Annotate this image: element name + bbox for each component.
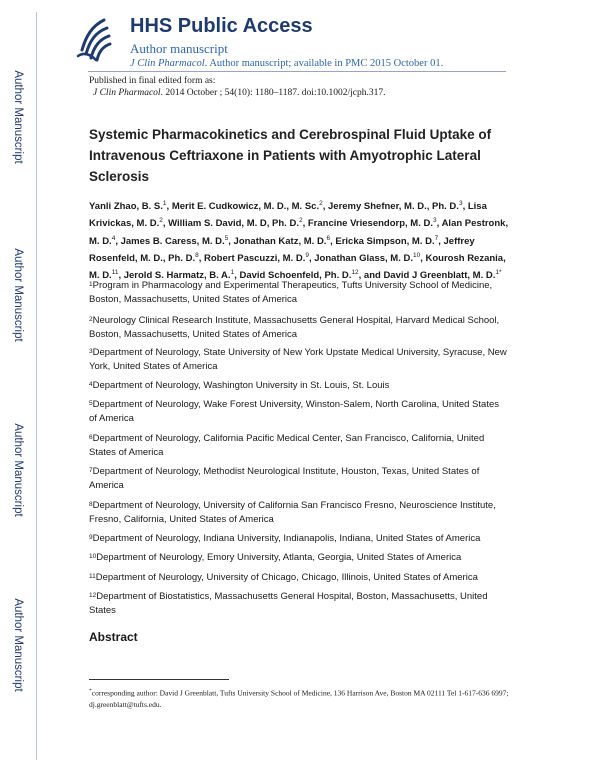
- affiliation-text: Department of Neurology, California Pacific Medical Center, San Francisco, California, United States of America: [89, 433, 485, 459]
- author-name: Lisa Krivickas, M. D.: [89, 201, 487, 230]
- author-affiliation-marker: 1*: [495, 269, 502, 277]
- author-affiliation-marker: 2: [298, 217, 303, 225]
- author-affiliation-marker: 2: [319, 200, 323, 207]
- affiliation-item: [89, 551, 509, 565]
- affiliation-text: Department of Neurology, State University of New York Upstate Medical University, Syracuse, New York, United States of America: [89, 347, 507, 373]
- affiliation-text: Department of Neurology, Indiana University, Indianapolis, Indiana, United States of America: [92, 533, 481, 544]
- affiliation-text: Department of Neurology, Emory University, Atlanta, Georgia, United States of America: [96, 552, 462, 563]
- author-affiliation-marker: 1: [162, 200, 167, 207]
- affiliation-number: 4: [89, 381, 93, 388]
- affiliation-item: [89, 379, 509, 393]
- and-word: and: [363, 270, 381, 282]
- author-affiliation-marker: 4: [111, 234, 116, 242]
- affiliation-text: Neurology Clinical Research Institute, Massachusetts General Hospital, Harvard Medical School, Boston, Massachusetts, United States of America: [89, 315, 500, 341]
- author-name: Jeremy Shefner, M. D., Ph. D.: [328, 201, 459, 213]
- affiliation-item: [89, 314, 509, 343]
- author-name: David J Greenblatt, M. D.: [383, 270, 496, 282]
- author-name: David Schoenfeld, Ph. D.: [239, 270, 352, 282]
- affiliation-number: 7: [89, 467, 93, 474]
- affiliation-item: [89, 465, 509, 494]
- author-name: Jeffrey Rosenfeld, M. D., Ph. D.: [89, 235, 475, 265]
- affiliation-item: [89, 571, 509, 585]
- author-affiliation-marker: 12: [351, 269, 359, 277]
- sidebar-label-author-manuscript: Author Manuscript: [12, 598, 24, 692]
- footnote-rule: [89, 679, 229, 680]
- affiliation-number: 12: [89, 592, 97, 599]
- affiliation-item: [89, 499, 509, 528]
- author-name: Jonathan Glass, M. D.: [314, 253, 413, 265]
- affiliation-number: 8: [89, 501, 93, 508]
- affiliation-text: Department of Neurology, University of Chicago, Chicago, Illinois, United States of America: [95, 572, 478, 583]
- pmc-availability-line: [130, 58, 443, 69]
- author-name: James B. Caress, M. D.: [120, 235, 225, 247]
- affiliation-item: [89, 432, 509, 461]
- affiliation-item: [89, 398, 509, 427]
- availability-text: . Author manuscript; available in PMC 2015 October 01.: [204, 58, 444, 69]
- author-affiliation-marker: 5: [224, 234, 229, 242]
- publication-citation: [93, 88, 385, 98]
- footnote-text: corresponding author: David J Greenblatt, Tufts University School of Medicine, 136 Harrison Ave, Boston MA 02111 Tel 1-617-636 6997; dj.greenblatt@tufts.edu.: [89, 688, 509, 709]
- affiliation-text: Department of Neurology, University of California San Francisco Fresno, Neuroscience Institute, Fresno, California, United States of America: [89, 500, 496, 526]
- author-name: Jonathan Katz, M. D.: [233, 235, 327, 247]
- sidebar-label-author-manuscript: Author Manuscript: [12, 70, 24, 164]
- author-name: Francine Vriesendorp, M. D.: [307, 218, 433, 230]
- affiliation-text: Department of Neurology, Washington University in St. Louis, St. Louis: [92, 380, 390, 391]
- affiliation-text: Department of Neurology, Wake Forest University, Winston-Salem, North Carolina, United States of America: [89, 399, 499, 425]
- affiliation-text: Department of Biostatistics, Massachusetts General Hospital, Boston, Massachusetts, United States: [89, 591, 488, 617]
- published-in-label: Published in final edited form as:: [89, 76, 216, 86]
- corresponding-author-footnote: [89, 686, 521, 710]
- affiliation-number: 10: [89, 553, 97, 560]
- author-affiliation-marker: 2: [159, 217, 163, 225]
- author-name: Yanli Zhao, B. S.: [89, 201, 163, 213]
- footnote-marker: *: [89, 688, 92, 694]
- publication-details: . 2014 October ; 54(10): 1180–1187. doi:10.1002/jcph.317.: [160, 88, 386, 98]
- affiliation-text: Department of Neurology, Methodist Neurological Institute, Houston, Texas, United States of America: [89, 466, 480, 492]
- author-affiliation-marker: 8: [195, 252, 199, 260]
- author-list: Yanli Zhao, B. S.$^1$, Merit E. Cudkowicz, M. D., M. Sc.$^2$, Jeremy Shefner, M. D., Ph. D.$^3$, Lisa Krivickas, M. D.$^2$, William S. David, M. D, Ph. D.$^2$, Francine Vriesendorp, M. D.$^3$, Alan Pestronk, M. D.$^4$, James B. Caress, M. D.$^5$, Jonathan Katz, M. D.$^6$, Ericka Simpson, M. D.$^7$, Jeffrey Rosenfeld, M. D., Ph. D.$^8$, Robert Pascuzzi, M. D.$^9$, Jonathan Glass, M. D.$^{10}$, Kourosh Rezania, M. D.$^{11}$, Jerold S. Harmatz, B. A.$^1$, David Schoenfeld, Ph. D.$^{12}$, and David J Greenblatt, M. D.$^{1*}$: [89, 200, 509, 282]
- author-manuscript-subtitle: Author manuscript: [130, 41, 228, 56]
- affiliation-number: 6: [89, 434, 93, 441]
- author-affiliation-marker: 3: [433, 217, 437, 225]
- affiliation-item: [89, 346, 509, 375]
- author-affiliation-marker: 11: [111, 269, 119, 277]
- header-rule: [88, 71, 506, 72]
- affiliation-number: 11: [89, 573, 96, 580]
- author-name: Ericka Simpson, M. D.: [335, 235, 435, 247]
- author-affiliation-marker: 6: [326, 234, 331, 242]
- affiliation-number: 5: [89, 400, 93, 407]
- author-name: Jerold S. Harmatz, B. A.: [123, 270, 231, 282]
- affiliation-item: [89, 279, 509, 308]
- affiliation-number: 2: [89, 316, 93, 323]
- author-name: William S. David, M. D, Ph. D.: [168, 218, 299, 230]
- affiliation-number: 1: [89, 281, 93, 288]
- author-affiliation-marker: 9: [305, 252, 309, 260]
- affiliation-item: [89, 532, 509, 546]
- author-name: Alan Pestronk, M. D.: [89, 218, 509, 247]
- author-affiliation-marker: 7: [434, 234, 439, 242]
- author-name: Kourosh Rezania, M. D.: [89, 253, 506, 282]
- affiliation-number: 9: [89, 534, 93, 541]
- author-affiliation-marker: 1: [230, 269, 235, 277]
- author-name: Merit E. Cudkowicz, M. D., M. Sc.: [171, 201, 320, 213]
- author-affiliation-marker: 10: [412, 252, 421, 260]
- affiliation-text: Program in Pharmacology and Experimental Therapeutics, Tufts University School of Medicine, Boston, Massachusetts, United States of America: [89, 280, 493, 306]
- affiliation-item: [89, 590, 509, 619]
- author-name: Robert Pascuzzi, M. D.: [204, 253, 306, 265]
- article-title: Systemic Pharmacokinetics and Cerebrospinal Fluid Uptake of Intravenous Ceftriaxone in Patients with Amyotrophic Lateral Sclerosis: [89, 127, 492, 184]
- author-affiliation-marker: 3: [458, 200, 463, 207]
- journal-name: J Clin Pharmacol: [130, 58, 205, 69]
- hhs-eagle-icon: [74, 16, 114, 62]
- publication-journal: J Clin Pharmacol: [93, 88, 161, 98]
- abstract-heading: Abstract: [89, 630, 138, 644]
- sidebar-label-author-manuscript: Author Manuscript: [12, 423, 24, 517]
- sidebar-divider: [36, 12, 37, 760]
- sidebar-label-author-manuscript: Author Manuscript: [12, 248, 24, 342]
- hhs-public-access-title: HHS Public Access: [130, 15, 313, 37]
- affiliation-number: 3: [89, 348, 93, 355]
